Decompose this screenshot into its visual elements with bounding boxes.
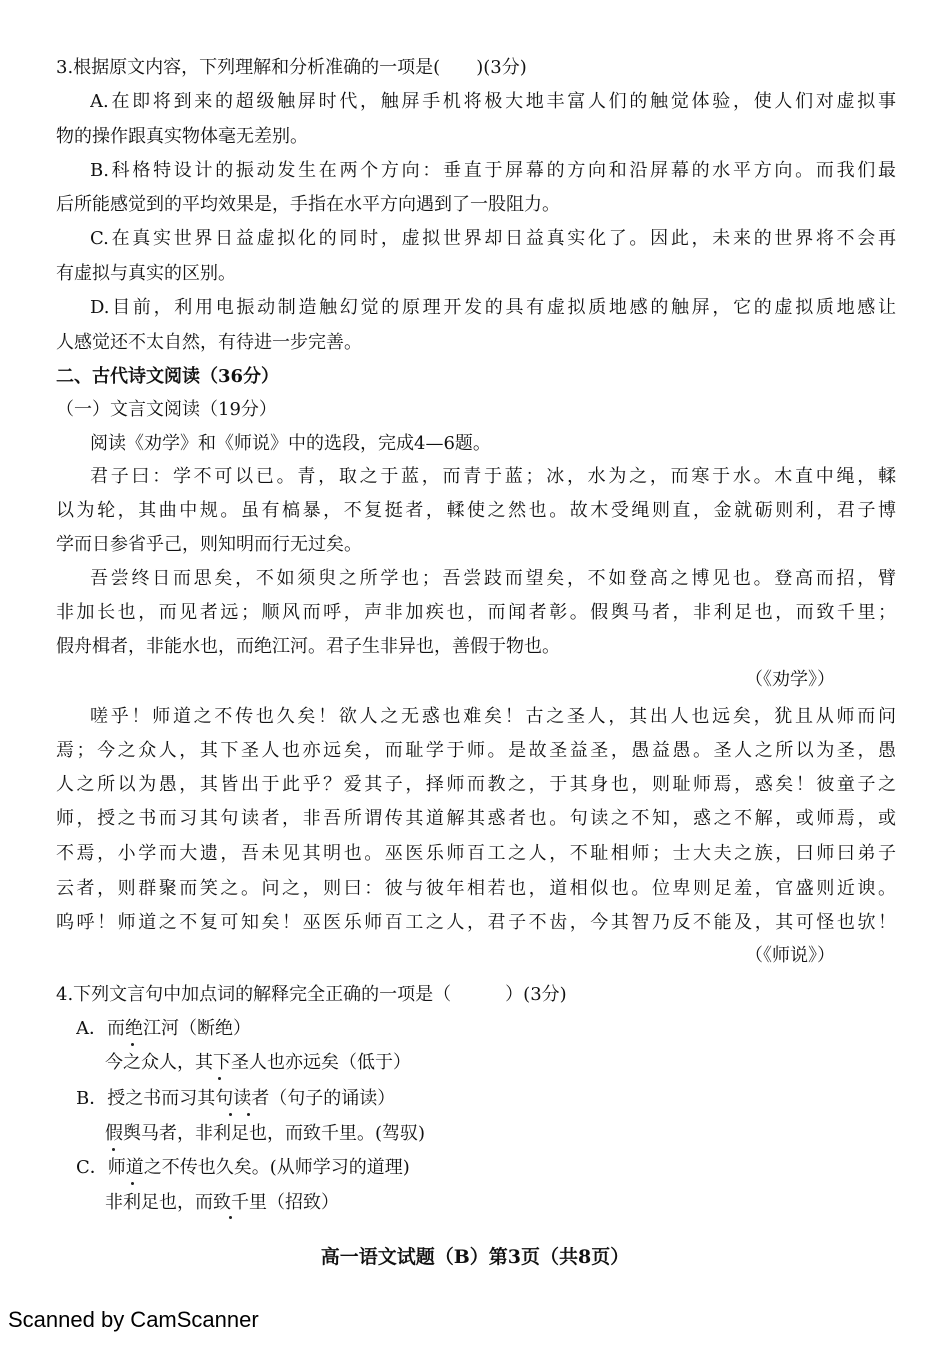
emphasis-dot: [247, 1113, 250, 1116]
q3-option-d-line1: D.目前，利用电振动制造触幻觉的原理开发的具有虚拟质地感的触屏，它的虚拟质地感让: [90, 297, 896, 318]
q4-option-c-line1: C．师道之不传也久矣。(从师学习的道理): [76, 1157, 410, 1178]
q3-option-d-line2: 人感觉还不太自然，有待进一步完善。: [56, 332, 362, 353]
q4-stem: 4.下列文言句中加点词的解释完全正确的一项是（ ）(3分): [56, 984, 567, 1005]
q4-option-a-line2: 今之众人，其下圣人也亦远矣（低于）: [105, 1052, 411, 1073]
shishuo-line: 师，授之书而习其句读者，非吾所谓传其道解其惑者也。句读之不知，惑之不解，或师焉，或: [56, 808, 896, 829]
q3-option-c-line1: C.在真实世界日益虚拟化的同时，虚拟世界却日益真实化了。因此，未来的世界将不会再: [90, 228, 896, 249]
emphasis-dot: [229, 1113, 232, 1116]
shishuo-line: 云者，则群聚而笑之。问之，则曰：彼与彼年相若也，道相似也。位卑则足羞，官盛则近谀。: [56, 878, 896, 899]
q4-option-a-line1: A．而绝江河（断绝）: [76, 1018, 251, 1039]
emphasis-dot: [112, 1148, 115, 1151]
q3-option-b-line1: B.科格特设计的振动发生在两个方向：垂直于屏幕的方向和沿屏幕的水平方向。而我们最: [90, 160, 896, 181]
shishuo-line: 呜呼！师道之不复可知矣！巫医乐师百工之人，君子不齿，今其智乃反不能及，其可怪也欤！: [56, 912, 896, 933]
q3-option-c-line2: 有虚拟与真实的区别。: [56, 263, 236, 284]
q4-option-b-line2: 假舆马者，非利足也，而致千里。(驾驭): [105, 1123, 426, 1144]
emphasis-dot: [218, 1077, 221, 1080]
reading-instruction: 阅读《劝学》和《师说》中的选段，完成4—6题。: [90, 433, 491, 454]
emphasis-dot: [229, 1216, 232, 1219]
quanxue-line: 吾尝终日而思矣，不如须臾之所学也；吾尝跂而望矣，不如登高之博见也。登高而招，臂: [90, 568, 896, 589]
subsection-heading: （一）文言文阅读（19分）: [56, 399, 277, 420]
shishuo-line: 焉；今之众人，其下圣人也亦远矣，而耻学于师。是故圣益圣，愚益愚。圣人之所以为圣，愚: [56, 740, 896, 761]
q3-option-a-line1: A.在即将到来的超级触屏时代，触屏手机将极大地丰富人们的触觉体验，使人们对虚拟事: [90, 91, 896, 112]
q4-option-c-line2: 非利足也，而致千里（招致）: [105, 1192, 339, 1213]
scanner-watermark: Scanned by CamScanner: [8, 1307, 259, 1332]
quanxue-line: 学而日参省乎己，则知明而行无过矣。: [56, 534, 362, 555]
q3-option-a-line2: 物的操作跟真实物体毫无差别。: [56, 126, 308, 147]
emphasis-dot: [131, 1182, 134, 1185]
q3-stem: 3.根据原文内容，下列理解和分析准确的一项是( )(3分): [56, 57, 527, 78]
shishuo-source: （《师说》）: [745, 945, 835, 966]
shishuo-line: 人之所以为愚，其皆出于此乎？爱其子，择师而教之，于其身也，则耻师焉，惑矣！彼童子之: [56, 774, 896, 795]
quanxue-line: 非加长也，而见者远；顺风而呼，声非加疾也，而闻者彰。假舆马者，非利足也，而致千里；: [56, 602, 896, 623]
quanxue-line: 君子曰：学不可以已。青，取之于蓝，而青于蓝；冰，水为之，而寒于水。木直中绳，輮: [90, 466, 896, 487]
section-heading: 二、古代诗文阅读（36分）: [56, 366, 280, 387]
quanxue-line: 假舟楫者，非能水也，而绝江河。君子生非异也，善假于物也。: [56, 636, 560, 657]
q4-option-b-line1: B．授之书而习其句读者（句子的诵读）: [76, 1088, 396, 1109]
quanxue-source: （《劝学》）: [745, 669, 835, 690]
page-footer: 高一语文试题（B）第3页（共8页）: [320, 1246, 630, 1268]
emphasis-dot: [131, 1043, 134, 1046]
quanxue-line: 以为轮，其曲中规。虽有槁暴，不复挺者，輮使之然也。故木受绳则直，金就砺则利，君子博: [56, 500, 896, 521]
shishuo-line: 嗟乎！师道之不传也久矣！欲人之无惑也难矣！古之圣人，其出人也远矣，犹且从师而问: [90, 706, 896, 727]
q3-option-b-line2: 后所能感觉到的平均效果是，手指在水平方向遇到了一股阻力。: [56, 194, 560, 215]
shishuo-line: 不焉，小学而大遗，吾未见其明也。巫医乐师百工之人，不耻相师；士大夫之族，曰师曰弟子: [56, 843, 896, 864]
